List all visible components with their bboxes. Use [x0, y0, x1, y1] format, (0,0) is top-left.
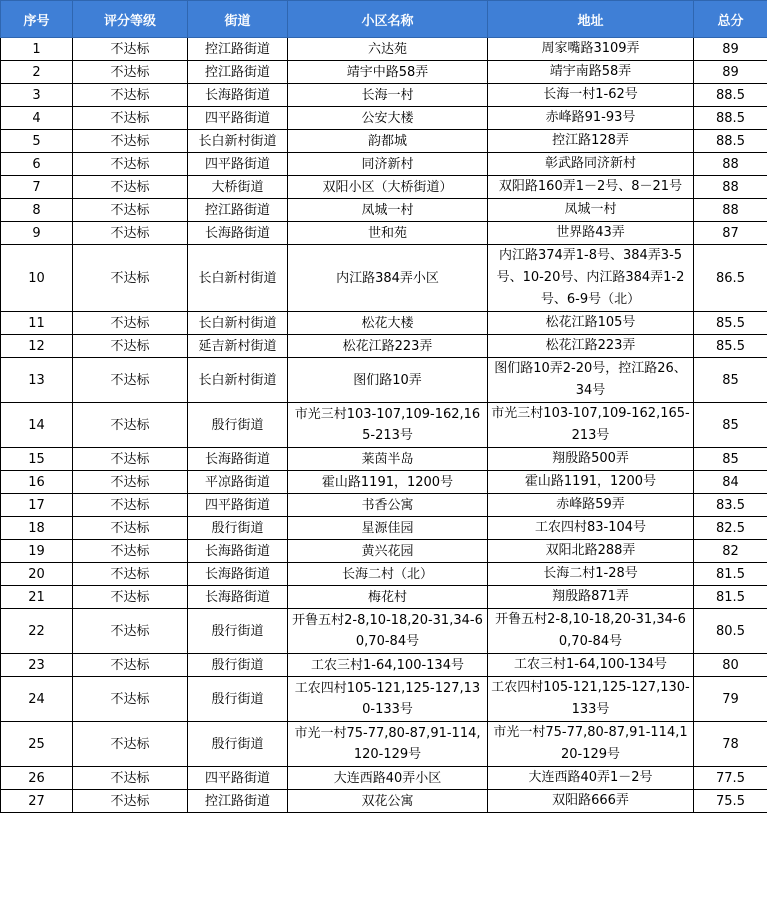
cell-score: 88.5	[694, 107, 767, 130]
cell-index: 4	[1, 107, 73, 130]
cell-street: 殷行街道	[188, 403, 288, 448]
cell-community: 开鲁五村2-8,10-18,20-31,34-60,70-84号	[288, 609, 488, 654]
table-row	[1, 38, 767, 61]
cell-grade: 不达标	[73, 654, 188, 677]
cell-index: 27	[1, 790, 73, 813]
cell-score: 85.5	[694, 312, 767, 335]
cell-grade: 不达标	[73, 677, 188, 722]
table-row	[1, 563, 767, 586]
cell-score: 86.5	[694, 245, 767, 312]
cell-community: 松花江路223弄	[288, 335, 488, 358]
cell-score: 80	[694, 654, 767, 677]
cell-community: 霍山路1191，1200号	[288, 471, 488, 494]
cell-street: 殷行街道	[188, 722, 288, 767]
cell-address: 凤城一村	[488, 199, 694, 222]
header-address: 地址	[488, 1, 694, 38]
cell-street: 长白新村街道	[188, 358, 288, 403]
cell-score: 85	[694, 448, 767, 471]
cell-score: 88.5	[694, 130, 767, 153]
cell-street: 殷行街道	[188, 654, 288, 677]
cell-score: 88	[694, 153, 767, 176]
cell-score: 81.5	[694, 563, 767, 586]
cell-address: 双阳北路288弄	[488, 540, 694, 563]
cell-address: 开鲁五村2-8,10-18,20-31,34-60,70-84号	[488, 609, 694, 654]
cell-address: 市光一村75-77,80-87,91-114,120-129号	[488, 722, 694, 767]
cell-grade: 不达标	[73, 540, 188, 563]
cell-grade: 不达标	[73, 403, 188, 448]
cell-score: 75.5	[694, 790, 767, 813]
header-community: 小区名称	[288, 1, 488, 38]
cell-grade: 不达标	[73, 358, 188, 403]
cell-street: 延吉新村街道	[188, 335, 288, 358]
cell-index: 1	[1, 38, 73, 61]
cell-community: 公安大楼	[288, 107, 488, 130]
cell-grade: 不达标	[73, 586, 188, 609]
cell-score: 89	[694, 38, 767, 61]
cell-score: 89	[694, 61, 767, 84]
cell-address: 彰武路同济新村	[488, 153, 694, 176]
cell-community: 图们路10弄	[288, 358, 488, 403]
cell-street: 控江路街道	[188, 790, 288, 813]
cell-index: 7	[1, 176, 73, 199]
cell-address: 赤峰路59弄	[488, 494, 694, 517]
cell-street: 大桥街道	[188, 176, 288, 199]
cell-score: 82	[694, 540, 767, 563]
table-row	[1, 153, 767, 176]
header-index: 序号	[1, 1, 73, 38]
cell-community: 凤城一村	[288, 199, 488, 222]
cell-index: 5	[1, 130, 73, 153]
cell-score: 88	[694, 199, 767, 222]
table-row	[1, 358, 767, 403]
cell-grade: 不达标	[73, 84, 188, 107]
cell-score: 85	[694, 358, 767, 403]
cell-street: 控江路街道	[188, 61, 288, 84]
cell-address: 控江路128弄	[488, 130, 694, 153]
cell-grade: 不达标	[73, 245, 188, 312]
cell-community: 市光一村75-77,80-87,91-114,120-129号	[288, 722, 488, 767]
table-row	[1, 176, 767, 199]
cell-index: 19	[1, 540, 73, 563]
table-row	[1, 448, 767, 471]
cell-grade: 不达标	[73, 130, 188, 153]
cell-street: 四平路街道	[188, 494, 288, 517]
cell-grade: 不达标	[73, 517, 188, 540]
cell-index: 8	[1, 199, 73, 222]
cell-grade: 不达标	[73, 790, 188, 813]
cell-index: 17	[1, 494, 73, 517]
table-row	[1, 540, 767, 563]
cell-index: 18	[1, 517, 73, 540]
table-row	[1, 403, 767, 448]
cell-address: 双阳路160弄1－2号、8－21号	[488, 176, 694, 199]
table-row	[1, 312, 767, 335]
cell-grade: 不达标	[73, 153, 188, 176]
table-row	[1, 517, 767, 540]
cell-street: 长海路街道	[188, 84, 288, 107]
cell-address: 翔殷路500弄	[488, 448, 694, 471]
cell-grade: 不达标	[73, 61, 188, 84]
cell-grade: 不达标	[73, 199, 188, 222]
cell-score: 80.5	[694, 609, 767, 654]
header-row	[1, 1, 767, 38]
cell-index: 26	[1, 767, 73, 790]
cell-street: 长海路街道	[188, 586, 288, 609]
cell-score: 85.5	[694, 335, 767, 358]
cell-score: 77.5	[694, 767, 767, 790]
cell-community: 工农三村1-64,100-134号	[288, 654, 488, 677]
cell-address: 松花江路223弄	[488, 335, 694, 358]
cell-community: 六达苑	[288, 38, 488, 61]
cell-grade: 不达标	[73, 767, 188, 790]
cell-index: 2	[1, 61, 73, 84]
cell-street: 殷行街道	[188, 677, 288, 722]
cell-community: 市光三村103-107,109-162,165-213号	[288, 403, 488, 448]
table-row	[1, 61, 767, 84]
header-score: 总分	[694, 1, 767, 38]
cell-address: 内江路374弄1-8号、384弄3-5号、10-20号、内江路384弄1-2号、6-9号（北）	[488, 245, 694, 312]
cell-community: 双花公寓	[288, 790, 488, 813]
cell-score: 88	[694, 176, 767, 199]
cell-index: 13	[1, 358, 73, 403]
cell-community: 书香公寓	[288, 494, 488, 517]
cell-index: 14	[1, 403, 73, 448]
cell-grade: 不达标	[73, 335, 188, 358]
cell-address: 赤峰路91-93号	[488, 107, 694, 130]
table-row	[1, 654, 767, 677]
cell-index: 24	[1, 677, 73, 722]
table-row	[1, 494, 767, 517]
cell-index: 21	[1, 586, 73, 609]
cell-score: 78	[694, 722, 767, 767]
table-row	[1, 471, 767, 494]
cell-address: 大连西路40弄1－2号	[488, 767, 694, 790]
cell-street: 四平路街道	[188, 767, 288, 790]
cell-grade: 不达标	[73, 38, 188, 61]
cell-index: 15	[1, 448, 73, 471]
cell-street: 长海路街道	[188, 448, 288, 471]
cell-address: 工农四村105-121,125-127,130-133号	[488, 677, 694, 722]
cell-address: 工农四村83-104号	[488, 517, 694, 540]
cell-score: 88.5	[694, 84, 767, 107]
table-row	[1, 722, 767, 767]
table-row	[1, 609, 767, 654]
cell-grade: 不达标	[73, 494, 188, 517]
cell-index: 11	[1, 312, 73, 335]
cell-street: 控江路街道	[188, 199, 288, 222]
cell-address: 长海二村1-28号	[488, 563, 694, 586]
cell-community: 工农四村105-121,125-127,130-133号	[288, 677, 488, 722]
table-row	[1, 790, 767, 813]
cell-address: 松花江路105号	[488, 312, 694, 335]
cell-grade: 不达标	[73, 563, 188, 586]
cell-address: 靖宇南路58弄	[488, 61, 694, 84]
header-street: 街道	[188, 1, 288, 38]
cell-street: 四平路街道	[188, 107, 288, 130]
cell-index: 10	[1, 245, 73, 312]
cell-community: 黄兴花园	[288, 540, 488, 563]
cell-grade: 不达标	[73, 609, 188, 654]
cell-address: 市光三村103-107,109-162,165-213号	[488, 403, 694, 448]
cell-address: 霍山路1191，1200号	[488, 471, 694, 494]
cell-grade: 不达标	[73, 222, 188, 245]
cell-community: 长海一村	[288, 84, 488, 107]
cell-community: 内江路384弄小区	[288, 245, 488, 312]
cell-street: 四平路街道	[188, 153, 288, 176]
cell-grade: 不达标	[73, 722, 188, 767]
table-row	[1, 245, 767, 312]
cell-street: 殷行街道	[188, 609, 288, 654]
cell-score: 83.5	[694, 494, 767, 517]
cell-community: 世和苑	[288, 222, 488, 245]
cell-address: 双阳路666弄	[488, 790, 694, 813]
cell-street: 长白新村街道	[188, 130, 288, 153]
cell-address: 世界路43弄	[488, 222, 694, 245]
cell-grade: 不达标	[73, 448, 188, 471]
table-row	[1, 130, 767, 153]
cell-community: 大连西路40弄小区	[288, 767, 488, 790]
cell-community: 韵都城	[288, 130, 488, 153]
cell-score: 81.5	[694, 586, 767, 609]
cell-community: 星源佳园	[288, 517, 488, 540]
cell-index: 6	[1, 153, 73, 176]
cell-community: 长海二村（北）	[288, 563, 488, 586]
cell-score: 87	[694, 222, 767, 245]
cell-grade: 不达标	[73, 312, 188, 335]
cell-index: 16	[1, 471, 73, 494]
cell-street: 长海路街道	[188, 563, 288, 586]
cell-index: 12	[1, 335, 73, 358]
cell-index: 3	[1, 84, 73, 107]
cell-index: 9	[1, 222, 73, 245]
table-body	[1, 38, 767, 813]
cell-community: 松花大楼	[288, 312, 488, 335]
header-grade: 评分等级	[73, 1, 188, 38]
table-row	[1, 222, 767, 245]
table-row	[1, 677, 767, 722]
cell-grade: 不达标	[73, 471, 188, 494]
cell-address: 周家嘴路3109弄	[488, 38, 694, 61]
cell-index: 22	[1, 609, 73, 654]
cell-index: 25	[1, 722, 73, 767]
cell-street: 殷行街道	[188, 517, 288, 540]
cell-street: 长海路街道	[188, 222, 288, 245]
cell-street: 长白新村街道	[188, 312, 288, 335]
cell-grade: 不达标	[73, 107, 188, 130]
cell-community: 同济新村	[288, 153, 488, 176]
cell-street: 控江路街道	[188, 38, 288, 61]
cell-street: 长白新村街道	[188, 245, 288, 312]
cell-community: 梅花村	[288, 586, 488, 609]
table-row	[1, 107, 767, 130]
table-row	[1, 84, 767, 107]
table-row	[1, 335, 767, 358]
cell-score: 82.5	[694, 517, 767, 540]
cell-index: 23	[1, 654, 73, 677]
cell-index: 20	[1, 563, 73, 586]
cell-address: 工农三村1-64,100-134号	[488, 654, 694, 677]
cell-street: 长海路街道	[188, 540, 288, 563]
cell-community: 莱茵半岛	[288, 448, 488, 471]
cell-score: 79	[694, 677, 767, 722]
cell-address: 翔殷路871弄	[488, 586, 694, 609]
cell-street: 平凉路街道	[188, 471, 288, 494]
cell-community: 双阳小区（大桥街道）	[288, 176, 488, 199]
cell-address: 长海一村1-62号	[488, 84, 694, 107]
cell-grade: 不达标	[73, 176, 188, 199]
table-row	[1, 767, 767, 790]
cell-address: 图们路10弄2-20号，控江路26、34号	[488, 358, 694, 403]
table-row	[1, 199, 767, 222]
cell-score: 85	[694, 403, 767, 448]
cell-community: 靖宇中路58弄	[288, 61, 488, 84]
cell-score: 84	[694, 471, 767, 494]
table-row	[1, 586, 767, 609]
